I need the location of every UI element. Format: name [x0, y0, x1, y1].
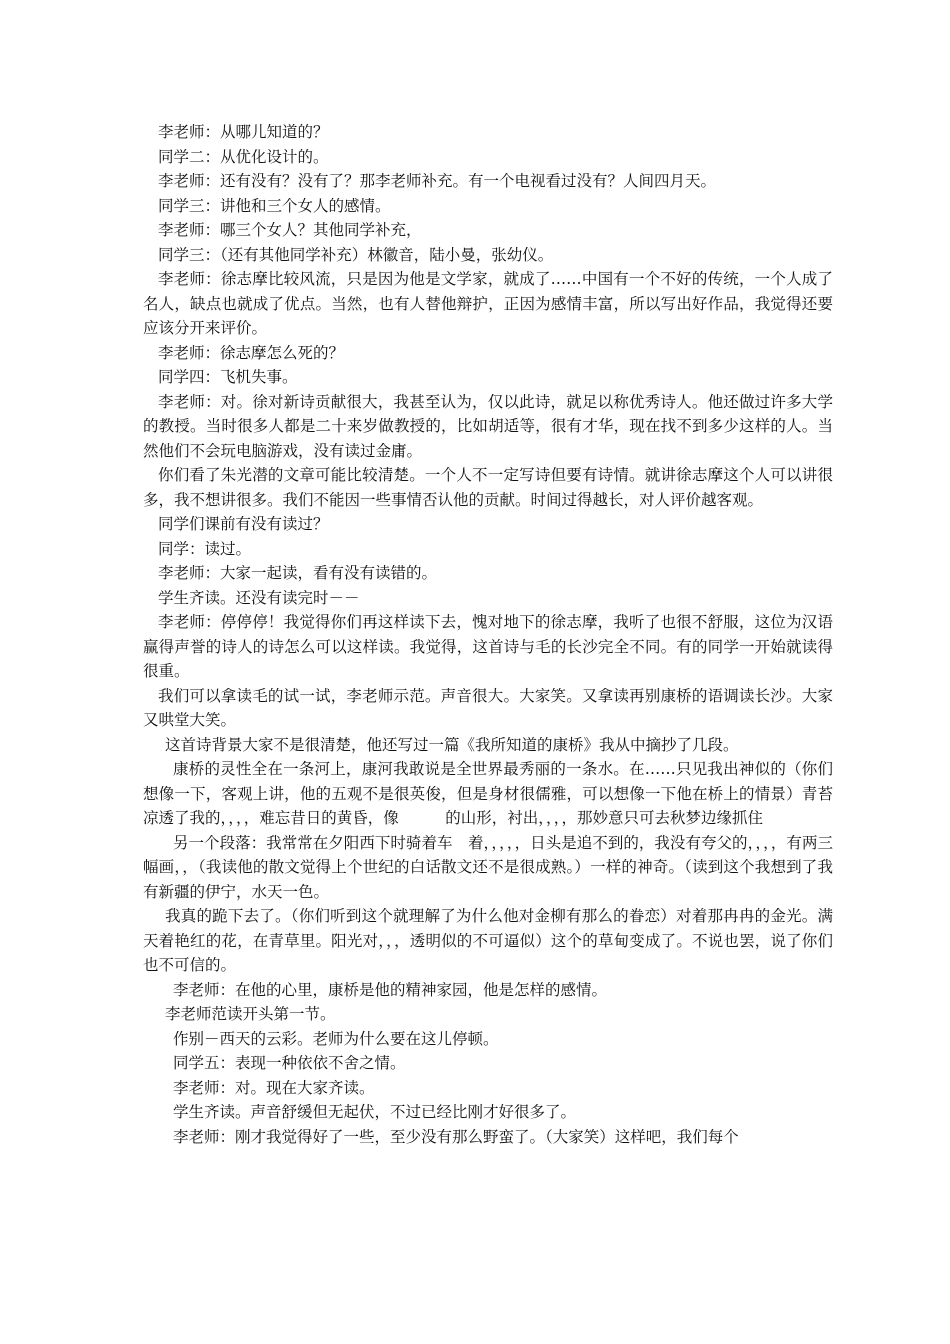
dialogue-line: 李老师：刚才我觉得好了一些，至少没有那么野蛮了。（大家笑）这样吧，我们每个 [173, 1127, 739, 1146]
dialogue-paragraph: 我们可以拿读毛的试一试，李老师示范。声音很大。大家笑。又拿读再别康桥的语调读长沙。大家又哄堂大笑。 [143, 686, 833, 729]
dialogue-line: 同学四：飞机失事。 [158, 368, 298, 386]
dialogue-line: 李老师：哪三个女人？其他同学补充， [158, 221, 422, 239]
dialogue-paragraph: 李老师：对。徐对新诗贡献很大，我甚至认为，仅以此诗，就足以称优秀诗人。他还做过许多大学的教授。当时很多人都是二十来岁做教授的，比如胡适等，很有才华，现在找不到多少这样的人。当然他们不会玩电脑游戏，没有读过金庸。 [143, 392, 833, 460]
narrative-paragraph: 这首诗背景大家不是很清楚，他还写过一篇《我所知道的康桥》我从中摘抄了几段。 [165, 735, 739, 754]
quoted-paragraph: 康桥的灵性全在一条河上，康河我敢说是全世界最秀丽的一条水。在……只见我出神似的（你们想像一下，客观上讲，他的五观不是很英俊，但是身材很儒雅，可以想像一下他在桥上的情景）青苔凉透了我的，，，，难忘昔日的黄昏，像 的山形，衬出，，，，那妙意只可去秋梦边缘抓住 [143, 760, 833, 827]
dialogue-line: 同学五：表现一种依依不舍之情。 [173, 1054, 406, 1072]
narrative-line: 李老师范读开头第一节。 [165, 1005, 336, 1023]
narrative-line: 学生齐读。声音舒缓但无起伏，不过已经比刚才好很多了。 [173, 1103, 577, 1121]
dialogue-line: 李老师：还有没有？没有了？那李老师补充。有一个电视看过没有？人间四月天。 [158, 172, 717, 190]
dialogue-line: 同学三：讲他和三个女人的感情。 [158, 196, 391, 215]
dialogue-line: 李老师：大家一起读，看有没有读错的。 [158, 564, 438, 582]
dialogue-line: 李老师：在他的心里，康桥是他的精神家园，他是怎样的感情。 [173, 980, 608, 999]
dialogue-line: 李老师：徐志摩怎么死的？ [158, 343, 345, 362]
dialogue-line: 学生齐读。还没有读完时－－ [158, 588, 360, 607]
dialogue-line: 同学：读过。 [158, 539, 252, 558]
dialogue-paragraph: 你们看了朱光潜的文章可能比较清楚。一个人不一定写诗但要有诗情。就讲徐志摩这个人可以讲很多，我不想讲很多。我们不能因一些事情否认他的贡献。时间过得越长，对人评价越客观。 [143, 466, 833, 509]
dialogue-paragraph: 李老师：徐志摩比较风流，只是因为他是文学家，就成了……中国有一个不好的传统，一个人成了名人，缺点也就成了优点。当然，也有人替他辩护，正因为感情丰富，所以写出好作品，我觉得还要应该分开来评价。 [143, 270, 833, 337]
dialogue-line: 李老师：对。现在大家齐读。 [173, 1078, 375, 1097]
document-body [143, 120, 833, 1149]
quoted-paragraph: 我真的跪下去了。（你们听到这个就理解了为什么他对金柳有那么的眷恋）对着那冉冉的金光。满天着艳红的花，在青草里。阳光对，，，透明似的不可逼似）这个的草甸变成了。不说也罢，说了你们也不可信的。 [143, 907, 833, 974]
dialogue-paragraph: 李老师：停停停！我觉得你们再这样读下去，愧对地下的徐志摩，我听了也很不舒服，这位为汉语赢得声誉的诗人的诗怎么可以这样读。我觉得，这首诗与毛的长沙完全不同。有的同学一开始就读得很重。 [143, 613, 833, 680]
dialogue-line: 同学二：从优化设计的。 [158, 147, 329, 166]
dialogue-line: 作别－西天的云彩。老师为什么要在这儿停顿。 [173, 1029, 499, 1048]
dialogue-line: 李老师：从哪儿知道的？ [158, 123, 329, 141]
dialogue-line: 同学们课前有没有读过？ [158, 515, 329, 533]
quoted-paragraph: 另一个段落：我常常在夕阳西下时骑着车 着，，，，，日头是追不到的，我没有夸父的，，，，有两三幅画，，（我读他的散文觉得上个世纪的白话散文还不是很成熟。）一样的神奇。（读到这个我想到了我有新疆的伊宁，水天一色。 [143, 833, 833, 901]
dialogue-line: 同学三：（还有其他同学补充）林徽音，陆小曼，张幼仪。 [158, 245, 554, 264]
